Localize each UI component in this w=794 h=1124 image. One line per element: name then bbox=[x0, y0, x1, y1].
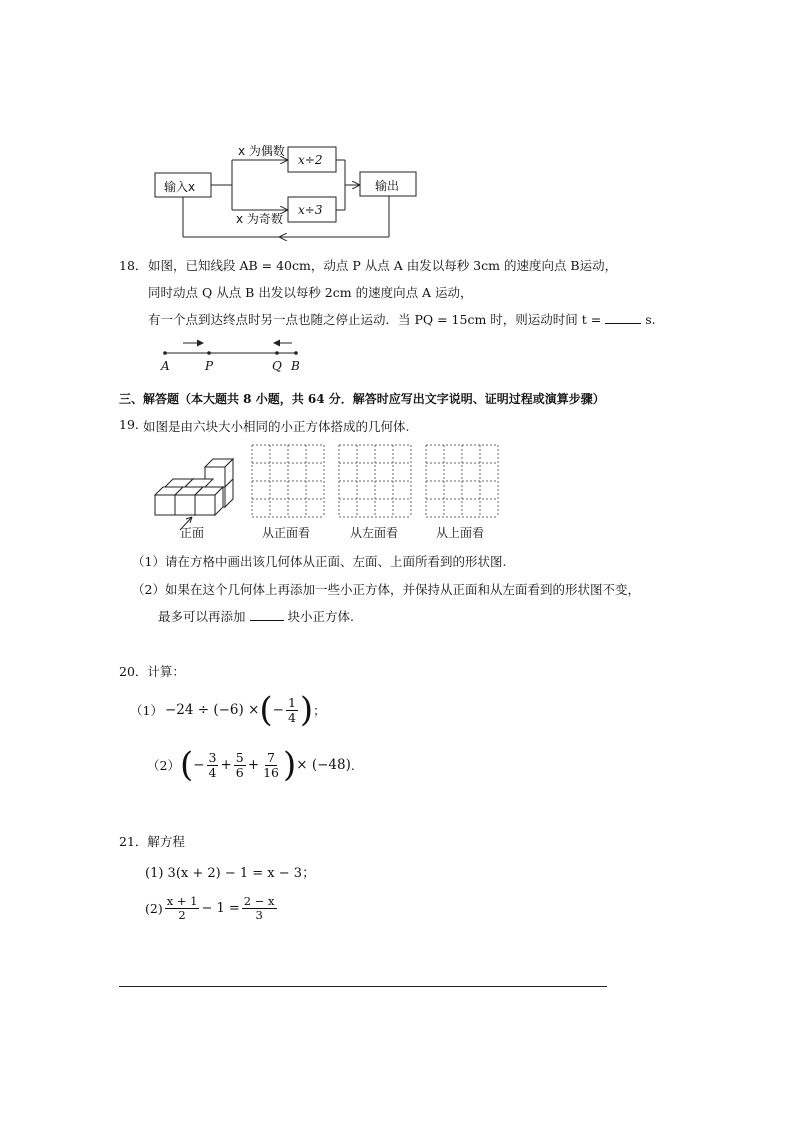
right-paren: ) bbox=[299, 690, 314, 730]
q18-line3-unit: s. bbox=[645, 312, 656, 327]
grid-label-top: 从上面看 bbox=[436, 526, 485, 540]
q20-p2-sign: − bbox=[193, 757, 205, 773]
q20-p1-label: （1） bbox=[130, 703, 163, 718]
flowchart-diagram bbox=[0, 0, 794, 250]
right-paren: ) bbox=[282, 745, 297, 785]
fraction-denominator: 4 bbox=[208, 764, 217, 780]
flow-input-label: 输入x bbox=[164, 180, 196, 194]
fraction-numerator: 3 bbox=[208, 750, 217, 766]
flow-output-label: 输出 bbox=[375, 179, 400, 193]
point-a-label: A bbox=[161, 359, 170, 373]
q18-line1: 如图，已知线段 AB = 40cm，动点 P 从点 A 由发以每秒 3cm 的速度向点 B运动， bbox=[148, 258, 618, 273]
fraction-denominator: 2 bbox=[178, 907, 186, 922]
fraction-numerator: 7 bbox=[267, 750, 275, 766]
left-paren: ( bbox=[259, 690, 273, 730]
fraction-denominator: 6 bbox=[235, 764, 244, 780]
q20-part2 bbox=[147, 743, 355, 787]
q20-p1-end: ； bbox=[313, 703, 326, 718]
footer-rule bbox=[119, 986, 607, 987]
q19-part2-line2-post: 块小正方体. bbox=[287, 609, 354, 624]
cube-figure bbox=[150, 455, 250, 535]
fraction-denominator: 3 bbox=[255, 907, 263, 922]
q18-answer-blank[interactable] bbox=[605, 312, 641, 324]
front-label: 正面 bbox=[180, 526, 205, 540]
q21-p2-mid: − 1 = bbox=[201, 900, 240, 916]
q18-line3 bbox=[148, 310, 656, 328]
grid-top[interactable] bbox=[426, 445, 498, 517]
q20-p2-end: . bbox=[350, 757, 355, 773]
fraction-denominator: 16 bbox=[263, 764, 279, 780]
q19-number: 19. bbox=[119, 417, 139, 432]
q19-part2-line2 bbox=[158, 607, 354, 625]
q19-text: 如图是由六块大小相同的小正方体搭成的几何体. bbox=[143, 419, 410, 434]
section3-heading: 三、解答题（本大题共 8 小题，共 64 分．解答时应写出文字说明、证明过程或演算步骤） bbox=[119, 392, 605, 406]
q21-part2 bbox=[145, 888, 279, 928]
flow-div3-label: x÷3 bbox=[298, 203, 323, 217]
q20-title: 20．计算： bbox=[119, 664, 185, 679]
left-paren: ( bbox=[179, 745, 194, 785]
q21-p2-label: (2) bbox=[145, 900, 163, 916]
flow-div2-label: x÷2 bbox=[298, 153, 323, 167]
q20-p1-fraction bbox=[286, 696, 298, 723]
q21-p2-fraction-left bbox=[165, 895, 200, 920]
fraction-numerator: 1 bbox=[287, 695, 296, 711]
point-q-label: Q bbox=[272, 359, 282, 373]
q21-part1: (1) 3(x + 2) − 1 = x − 3； bbox=[145, 866, 316, 881]
fraction-numerator: x + 1 bbox=[166, 894, 198, 909]
flow-odd-label: x 为奇数 bbox=[236, 212, 283, 226]
q18-line2: 同时动点 Q 从点 B 出发以每秒 2cm 的速度向点 A 运动， bbox=[148, 285, 473, 300]
q20-p2-fraction-1 bbox=[207, 751, 219, 778]
q21-title: 21．解方程 bbox=[119, 834, 185, 849]
point-b-label: B bbox=[291, 359, 300, 373]
fraction-numerator: 2 − x bbox=[243, 894, 275, 909]
plus-sign: + bbox=[247, 757, 260, 773]
flow-even-label: x 为偶数 bbox=[238, 144, 285, 158]
grid-left[interactable] bbox=[339, 445, 411, 517]
q18-line3-text: 有一个点到达终点时另一点也随之停止运动．当 PQ = 15cm 时，则运动时间 t = bbox=[148, 312, 602, 327]
plus-sign: + bbox=[220, 757, 232, 773]
q21-p2-fraction-right bbox=[242, 895, 277, 920]
q19-answer-blank[interactable] bbox=[250, 609, 284, 621]
grid-front[interactable] bbox=[252, 445, 324, 517]
q20-p2-tail: × (−48) bbox=[296, 757, 351, 773]
q20-part1 bbox=[130, 688, 326, 732]
point-p-label: P bbox=[205, 359, 214, 373]
q20-p1-sign: − bbox=[272, 702, 284, 718]
fraction-denominator: 4 bbox=[287, 709, 296, 725]
q18-number: 18． bbox=[119, 258, 148, 273]
q19-part1: （1）请在方格中画出该几何体从正面、左面、上面所看到的形状图. bbox=[132, 554, 507, 569]
q20-p1-expr: −24 ÷ (−6) × bbox=[164, 702, 260, 718]
grid-label-front: 从正面看 bbox=[262, 526, 311, 540]
segment-figure bbox=[0, 338, 794, 368]
q19-part2-line2-pre: 最多可以再添加 bbox=[158, 609, 246, 624]
q20-p2-label: （2） bbox=[147, 758, 180, 773]
q19-part2-line1: （2）如果在这个几何体上再添加一些小正方体，并保持从正面和从左面看到的形状图不变， bbox=[132, 582, 640, 597]
grid-label-left: 从左面看 bbox=[350, 526, 399, 540]
q20-p2-fraction-3 bbox=[261, 751, 281, 778]
q20-p2-fraction-2 bbox=[234, 751, 246, 778]
fraction-numerator: 5 bbox=[235, 750, 244, 766]
